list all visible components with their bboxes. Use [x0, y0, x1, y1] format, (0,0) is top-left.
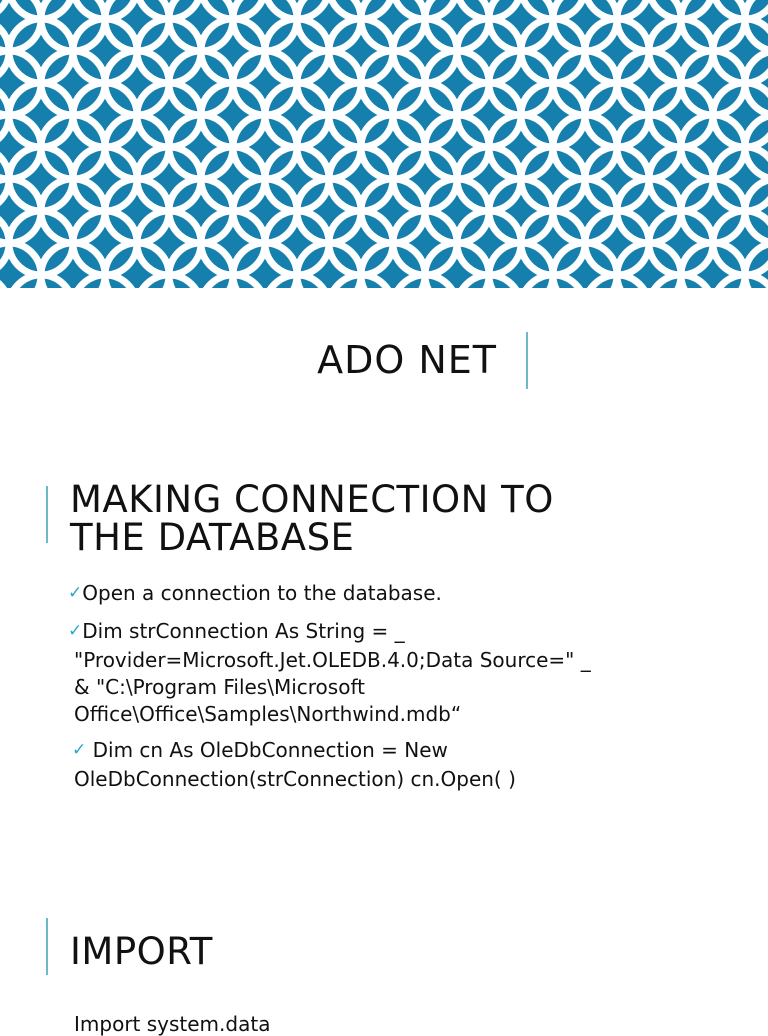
bullet-text-line: OleDbConnection(strConnection) cn.Open( ) [74, 767, 516, 791]
bullet-text-line: "Provider=Microsoft.Jet.OLEDB.4.0;Data Source=" _ [74, 648, 591, 672]
bullet-text-line: Office\Office\Samples\Northwind.mdb“ [74, 702, 462, 726]
checkmark-icon: ✓ [68, 621, 83, 641]
section2-accent-bar [46, 918, 48, 975]
bullet-text: Open a connection to the database. [82, 581, 442, 605]
partial-bullet-text: Import system.data [74, 1012, 271, 1036]
pattern-banner [0, 0, 768, 288]
section1-accent-bar [46, 486, 48, 543]
section2-heading: IMPORT [70, 930, 213, 973]
checkmark-icon: ✓ [68, 583, 83, 603]
section1-heading [70, 478, 554, 559]
circle-pattern [0, 0, 768, 288]
heading-line-1: MAKING CONNECTION TO [70, 478, 554, 521]
slide-title: ADO NET [317, 338, 497, 382]
bullet-text-line: Dim strConnection As String = _ [82, 619, 405, 643]
bullet-text-line: Dim cn As OleDbConnection = New [86, 738, 448, 762]
title-section [0, 288, 768, 428]
bullet-item [72, 737, 712, 793]
checkmark-icon: ✓ [72, 740, 87, 760]
bullet-item [68, 580, 712, 609]
heading-line-2: THE DATABASE [70, 516, 355, 559]
connection-bullets [68, 580, 712, 793]
bullet-item [68, 618, 712, 728]
bullet-text-line: & "C:\Program Files\Microsoft [74, 675, 365, 699]
title-accent-bar [526, 332, 528, 389]
